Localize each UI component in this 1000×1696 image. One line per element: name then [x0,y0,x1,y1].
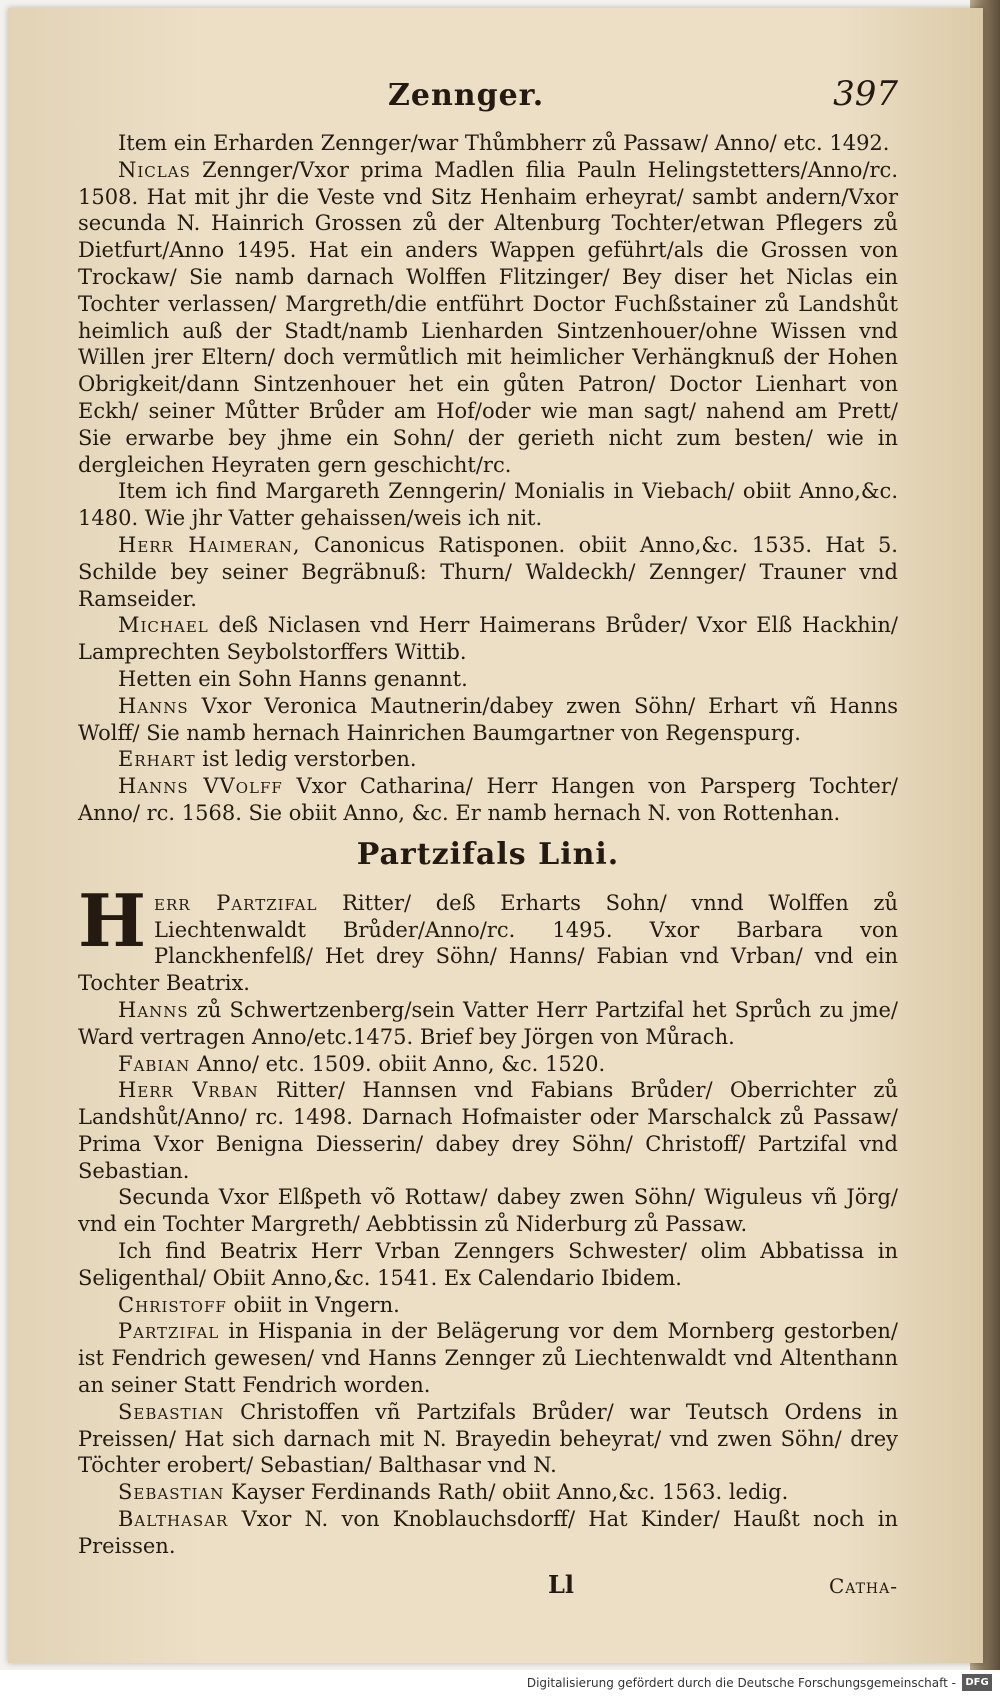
paragraph-text: Item ich find Margareth Zenngerin/ Monialis in Viebach/ obiit Anno,&c. 1480. Wie jhr Vatter gehaissen/weis ich nit. [78,479,898,531]
paragraph [78,773,898,827]
paragraph-name: err Partzifal [154,890,318,915]
paragraph [78,1479,898,1506]
page-content [78,68,898,1610]
paragraph-text: Kayser Ferdinands Rath/ obiit Anno,&c. 1563. ledig. [224,1480,789,1505]
paragraph-name: Herr Haimeran, [118,532,301,557]
paragraph-text: Zennger/Vxor prima Madlen filia Pauln Helingstetters/Anno/rc. 1508. Hat mit jhr die Veste vnd Sitz Henhaim erheyrat/ sambt andern/Vxor secunda N. Hainrich Grossen zů der Altenburg Tochter/etwan Pflegers zů Dietfurt/Anno 1495. Hat ein anders Wappen geführt/als die Grossen von Trockaw/ Sie namb darnach Wolffen Flitzinger/ Bey diser het Niclas ein Tochter verlassen/ Margreth/die entführt Doctor Fuchßstainer zů Landshůt heimlich auß der Stadt/namb Lienharden Sintzenhouer/ohne Wissen vnd Willen jrer Eltern/ doch vermůtlich mit heimlicher Verhängknuß der Hohen Obrigkeit/dann Sintzenhouer het ein gůten Patron/ Doctor Lienhart von Eckh/ seiner Můtter Brůder am Hof/oder wie man sagt/ nahend am Prett/ Sie erwarbe bey jhme ein Sohn/ der gerieth nicht zum besten/ wie in dergleichen Heyraten gern geschicht/rc. [78,157,898,477]
paragraph [78,1051,898,1078]
paragraph [78,532,898,612]
paragraph [78,1318,898,1398]
paragraph [78,1238,898,1292]
paragraph [78,1292,898,1319]
paragraph [78,478,898,532]
paragraph-name: Sebastian [118,1399,225,1424]
dfg-logo: DFG [962,1674,992,1691]
section-title: Partzifals Lini. [356,836,620,872]
paragraph-name: Niclas [118,157,191,182]
book-page [8,8,983,1663]
drop-cap: H [78,877,147,963]
signature-mark: Ll [548,1569,574,1599]
paragraph-name: Sebastian [118,1480,225,1505]
paragraph-text: obiit in Vngern. [226,1292,400,1317]
paragraph-name: Michael [118,613,209,638]
paragraph-name: Hanns VVolff [118,774,283,799]
paragraph [78,693,898,747]
paragraph-text: Ich find Beatrix Herr Vrban Zenngers Schwester/ olim Abbatissa in Seligenthal/ Obiit Anno,&c. 1541. Ex Calendario Ibidem. [78,1239,898,1290]
paragraph-text: Vxor N. von Knoblauchsdorff/ Hat Kinder/ Haußt noch in Preissen. [78,1507,898,1558]
paragraph [78,666,898,693]
paragraph [78,1077,898,1184]
paragraph-name: Hanns [118,997,189,1022]
paragraph-text: Ritter/ Hannsen vnd Fabians Brůder/ Oberrichter zů Landshůt/Anno/ rc. 1498. Darnach Hofmaister oder Marschalck zů Passaw/ Prima Vxor Benigna Diesserin/ dabey drey Söhn/ Christoff/ Partzifal vnd Sebastian. [78,1078,898,1183]
paragraph [78,1506,898,1560]
paragraph-name: Hanns [118,693,189,718]
paragraph [78,997,898,1051]
first-section-paragraph [78,877,898,997]
paragraph-text: Vxor Catharina/ Herr Hangen von Parsperg Tochter/ Anno/ rc. 1568. Sie obiit Anno, &c. Er namb hernach N. von Rottenhan. [78,774,898,825]
paragraph-text: zů Schwertzenberg/sein Vatter Herr Partzifal het Sprůch zu jme/ Ward vertragen Anno/etc.1475. Brief bey Jörgen von Můrach. [78,997,898,1049]
page-footer [78,1570,898,1610]
paragraph [78,746,898,773]
paragraph [78,130,898,157]
paragraph-text: Item ein Erharden Zennger/war Thůmbherr zů Passaw/ Anno/ etc. 1492. [118,131,890,155]
dfg-credit-bar [0,1670,1000,1696]
paragraph-name: Partzifal [118,1319,220,1344]
paragraph [78,1184,898,1238]
paragraph [78,157,898,479]
paragraph-text: ist ledig verstorben. [195,747,417,772]
catchword: Catha- [828,1573,898,1598]
paragraph-text: Christoffen vñ Partzifals Brůder/ war Teutsch Ordens in Preissen/ Hat sich darnach mit N. Brayedin beheyrat/ vnd zwen Söhn/ drey Töchter erobert/ Sebastian/ Balthasar vnd N. [78,1399,898,1478]
page-number: 397 [833,74,898,114]
text-block-zennger [78,130,898,827]
paragraph-name: Erhart [118,747,196,772]
paragraph-name: Balthasar [118,1507,229,1532]
paragraph-text: deß Niclasen vnd Herr Haimerans Brůder/ Vxor Elß Hackhin/ Lamprechten Seybolstorffers Wittib. [78,613,898,665]
paragraph-text: Canonicus Ratisponen. obiit Anno,&c. 1535. Hat 5. Schilde bey seiner Begräbnuß: Thurn/ Waldeckh/ Zennger/ Trauner vnd Ramseider. [78,532,898,611]
paragraph-name: Fabian [118,1051,191,1076]
paragraph-name: Herr Vrban [118,1078,259,1103]
text-block-partzifal [78,997,898,1560]
paragraph-text: Vxor Veronica Mautnerin/dabey zwen Söhn/ Erhart vñ Hanns Wolff/ Sie namb hernach Hainrichen Baumgartner von Regenspurg. [78,693,898,745]
paragraph [78,1399,898,1479]
paragraph-text: Anno/ etc. 1509. obiit Anno, &c. 1520. [190,1051,606,1076]
paragraph-text: in Hispania in der Belägerung vor dem Mornberg gestorben/ ist Fendrich gewesen/ vnd Hanns Zennger zů Liechtenwaldt vnd Altenthann an seiner Statt Fendrich worden. [78,1319,898,1398]
paragraph-text: Ritter/ deß Erharts Sohn/ vnnd Wolffen zů Liechtenwaldt Brůder/Anno/rc. 1495. Vxor Barbara von Planckhenfelß/ Het drey Söhn/ Hanns/ Fabian vnd Vrban/ vnd ein Tochter Beatrix. [78,890,898,996]
paragraph [78,612,898,666]
dfg-credit-text: Digitalisierung gefördert durch die Deutsche Forschungsgemeinschaft - [526,1676,956,1690]
paragraph-text: Secunda Vxor Elßpeth võ Rottaw/ dabey zwen Söhn/ Wiguleus vñ Jörg/ vnd ein Tochter Margreth/ Aebbtissin zů Niderburg zů Passaw. [78,1185,898,1237]
page-header [78,68,898,130]
running-head: Zennger. [388,78,545,113]
paragraph-text: Hetten ein Sohn Hanns genannt. [118,666,468,691]
paragraph-name: Christoff [118,1292,227,1317]
